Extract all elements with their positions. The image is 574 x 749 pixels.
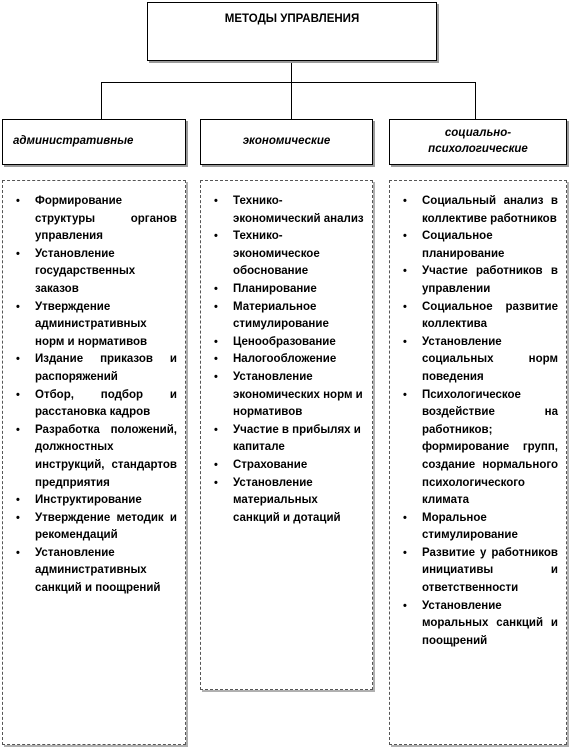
bullet-icon: •	[16, 388, 20, 401]
bullet-icon: •	[16, 353, 20, 366]
list-item	[390, 334, 558, 387]
list-item	[201, 299, 364, 334]
list-item-text: Развитие у работников инициативы и ответственности	[422, 546, 558, 595]
category-administrative	[2, 119, 186, 165]
bullet-icon: •	[403, 599, 407, 612]
list-item-text: Социальное развитие коллектива	[422, 300, 558, 331]
list-item-text: Моральное стимулирование	[422, 511, 518, 542]
list-item	[3, 387, 177, 422]
category-economic	[200, 119, 373, 165]
list-item-text: Издание приказов и распоряжений	[35, 353, 177, 383]
connector-root-down	[291, 61, 292, 82]
connector-down-economic	[291, 82, 292, 119]
list-item	[201, 457, 364, 475]
list-item-text: Установление административных санкций и поощрений	[35, 546, 161, 595]
category-socio-psychological	[389, 119, 567, 165]
list-item-text: Технико-экономический анализ	[233, 195, 364, 225]
bullet-icon: •	[214, 195, 218, 207]
list-item	[201, 369, 364, 422]
bullet-icon: •	[403, 335, 407, 348]
list-item-text: Инструктирование	[35, 494, 142, 507]
bullet-icon: •	[403, 300, 407, 313]
list-item-text: Участие в прибылях и капитале	[233, 423, 361, 454]
list-item	[3, 510, 177, 545]
list-item	[201, 351, 364, 369]
bullet-icon: •	[16, 247, 20, 260]
bullet-icon: •	[214, 282, 218, 295]
bullet-icon: •	[214, 300, 218, 313]
list-item	[3, 246, 177, 299]
list-item	[3, 351, 177, 386]
category-label: административные	[13, 135, 134, 148]
list-item-text: Установление экономических норм и нормативов	[233, 370, 363, 419]
list-item	[390, 228, 558, 263]
bullet-icon: •	[403, 546, 407, 559]
bullet-icon: •	[214, 423, 218, 436]
list-item-text: Установление социальных норм поведения	[422, 335, 558, 383]
list-item	[201, 281, 364, 299]
bullet-icon: •	[214, 476, 218, 489]
list-socio-psychological	[389, 180, 567, 745]
list-item-text: Отбор, подбор и расстановка кадров	[35, 388, 177, 419]
bullet-icon: •	[214, 230, 218, 243]
list-item-text: Формирование структуры органов управления	[35, 195, 177, 243]
list-item-text: Установление моральных санкций и поощрений	[422, 599, 558, 647]
bullet-icon: •	[214, 458, 218, 471]
list-item-text: Социальное планирование	[422, 230, 505, 260]
list-item	[201, 334, 364, 352]
bullet-icon: •	[16, 300, 20, 313]
list-item	[390, 510, 558, 545]
bullet-icon: •	[403, 388, 407, 401]
list-item	[390, 263, 558, 298]
list-item-text: Страхование	[233, 458, 308, 471]
list-item-text: Планирование	[233, 282, 317, 295]
category-label: социально-психологические	[428, 127, 528, 155]
bullet-icon: •	[403, 265, 407, 278]
list-item-text: Налогообложение	[233, 353, 337, 366]
bullet-icon: •	[403, 195, 407, 207]
bullet-icon: •	[16, 546, 20, 559]
list-item	[390, 545, 558, 598]
list-item-text: Ценообразование	[233, 335, 336, 348]
connector-down-administrative	[101, 82, 102, 119]
connector-horizontal	[101, 82, 476, 83]
list-item	[390, 299, 558, 334]
list-item	[390, 387, 558, 510]
list-item	[3, 299, 177, 352]
list-item	[3, 545, 177, 598]
root-title: МЕТОДЫ УПРАВЛЕНИЯ	[224, 13, 360, 25]
list-item-text: Технико-экономическое обоснование	[233, 230, 320, 278]
list-item-text: Психологическое воздействие на работников; формирование групп, создание нормального психологического климата	[422, 388, 558, 507]
bullet-icon: •	[16, 195, 20, 207]
list-item-text: Утверждение административных норм и нормативов	[35, 300, 148, 348]
list-item	[201, 193, 364, 228]
list-item	[3, 422, 177, 492]
list-item-text: Материальное стимулирование	[233, 300, 329, 331]
bullet-icon: •	[403, 511, 407, 524]
bullet-icon: •	[214, 335, 218, 348]
list-item	[201, 422, 364, 457]
bullet-icon: •	[16, 423, 20, 436]
list-item-text: Социальный анализ в коллективе работников	[422, 195, 558, 225]
list-item	[3, 492, 177, 510]
list-item	[201, 475, 364, 528]
list-item-text: Участие работников в управлении	[422, 265, 558, 295]
list-item	[201, 228, 364, 281]
bullet-icon: •	[214, 353, 218, 366]
bullet-icon: •	[16, 494, 20, 507]
list-item-text: Установление государственных заказов	[35, 247, 136, 295]
category-label: экономические	[242, 135, 331, 148]
bullet-icon: •	[403, 230, 407, 243]
bullet-icon: •	[214, 370, 218, 383]
list-administrative	[2, 180, 186, 745]
bullet-icon: •	[16, 511, 20, 524]
list-item	[390, 598, 558, 651]
root-node	[147, 2, 437, 61]
list-item-text: Установление материальных санкций и дотаций	[233, 476, 341, 524]
list-economic	[200, 180, 373, 690]
connector-down-socio-psychological	[475, 82, 476, 119]
list-item-text: Разработка положений, должностных инструкций, стандартов предприятия	[35, 423, 177, 489]
list-item	[3, 193, 177, 246]
list-item-text: Утверждение методик и рекомендаций	[35, 511, 177, 542]
list-item	[390, 193, 558, 228]
